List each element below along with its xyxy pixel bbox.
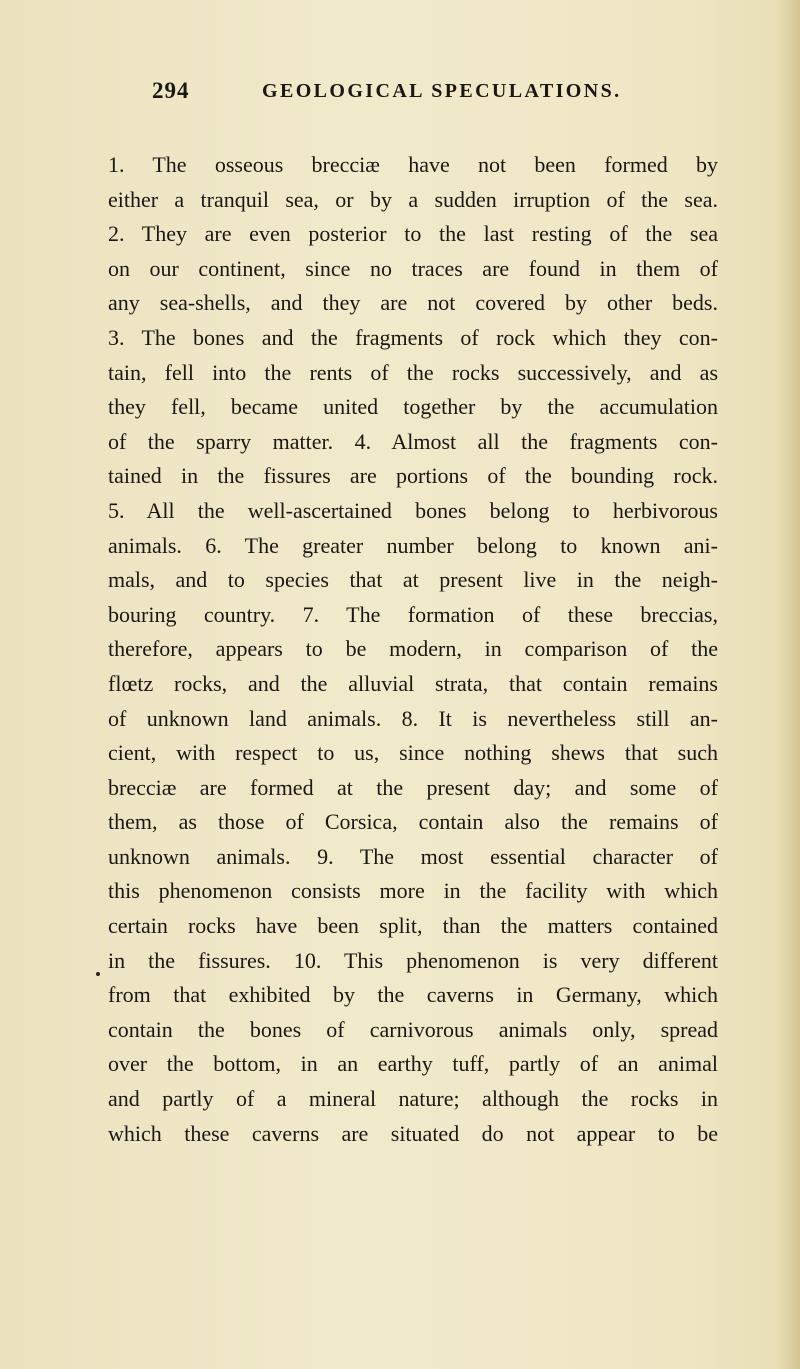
text-line: animals. 6. The greater number belong to known ani- [108,532,718,558]
text-line: either a tranquil sea, or by a sudden irruption of the sea. [108,186,718,212]
text-line: from that exhibited by the caverns in Germany, which [108,982,718,1008]
text-line: flœtz rocks, and the alluvial strata, that contain remains [108,670,718,696]
text-line: over the bottom, in an earthy tuff, partly of an animal [108,1051,718,1077]
text-line: cient, with respect to us, since nothing shews that such [108,740,718,766]
margin-ink-mark [96,972,100,976]
page-number: 294 [152,78,190,103]
text-line: tain, fell into the rents of the rocks successively, and as [108,359,718,385]
text-line: this phenomenon consists more in the facility with which [108,878,718,904]
text-line: 1. The osseous brecciæ have not been formed by [108,152,718,177]
text-line: they fell, became united together by the accumulation [108,394,718,420]
text-line: contain the bones of carnivorous animals only, spread [108,1016,718,1042]
text-line: brecciæ are formed at the present day; and some of [108,774,718,800]
text-line: of the sparry matter. 4. Almost all the fragments con- [108,428,718,454]
text-line: tained in the fissures are portions of the bounding rock. [108,463,718,489]
running-head: GEOLOGICAL SPECULATIONS. [262,80,622,102]
text-line: bouring country. 7. The formation of these breccias, [108,601,718,627]
text-line: on our continent, since no traces are found in them of [108,255,718,281]
text-line: of unknown land animals. 8. It is nevertheless still an- [108,705,718,731]
page-header [152,78,772,108]
text-line: which these caverns are situated do not appear to be [108,1120,718,1146]
text-line: in the fissures. 10. This phenomenon is very different [108,947,718,973]
body-text [108,148,718,1151]
text-line: any sea-shells, and they are not covered by other beds. [108,290,718,316]
text-line: 5. All the well-ascertained bones belong to herbivorous [108,497,718,523]
text-line: certain rocks have been split, than the matters contained [108,913,718,939]
text-line: therefore, appears to be modern, in comparison of the [108,636,718,662]
text-line: 2. They are even posterior to the last resting of the sea [108,221,718,247]
text-line: them, as those of Corsica, contain also the remains of [108,809,718,835]
page-edge-shadow [776,0,800,1369]
text-line: unknown animals. 9. The most essential character of [108,843,718,869]
text-line: 3. The bones and the fragments of rock which they con- [108,324,718,350]
text-line: mals, and to species that at present live in the neigh- [108,567,718,593]
text-line: and partly of a mineral nature; although the rocks in [108,1086,718,1112]
